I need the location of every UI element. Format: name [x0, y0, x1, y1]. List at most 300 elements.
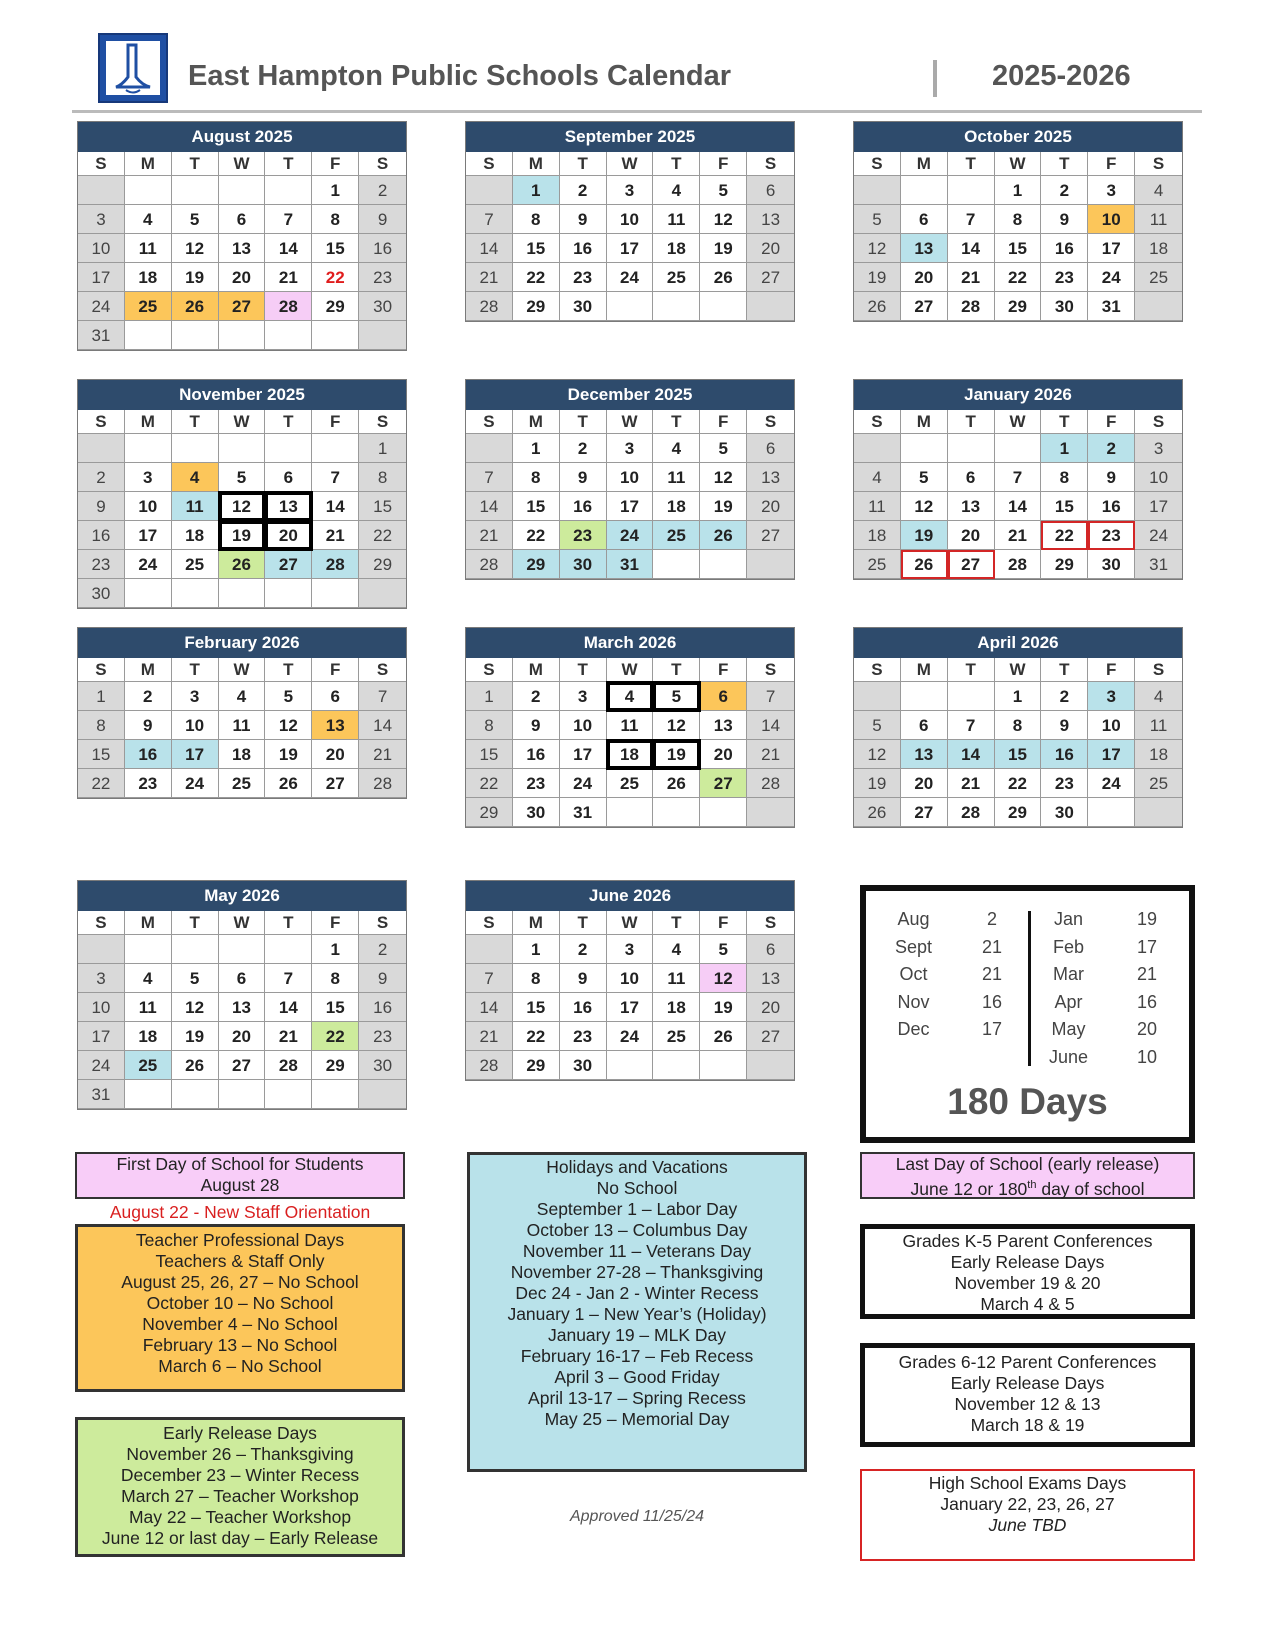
calendar-day: 9 — [560, 964, 607, 993]
weekday-label: W — [607, 410, 654, 434]
weekday-label: F — [1088, 410, 1135, 434]
calendar-day: 28 — [995, 550, 1042, 579]
calendar-day: 13 — [219, 234, 266, 263]
calendar-day: 27 — [948, 550, 995, 579]
calendar-day: 5 — [700, 434, 747, 463]
weekday-label: T — [172, 911, 219, 935]
calendar-day: 11 — [854, 492, 901, 521]
calendar-day: 27 — [312, 769, 359, 798]
calendar-day: 13 — [747, 205, 794, 234]
calendar-empty-cell — [607, 1051, 654, 1080]
calendar-empty-cell — [359, 321, 406, 350]
calendar-empty-cell — [125, 1080, 172, 1109]
calendar-day: 2 — [560, 434, 607, 463]
calendar-day: 29 — [1041, 550, 1088, 579]
calendar-day: 21 — [466, 1022, 513, 1051]
weekday-label: T — [1041, 658, 1088, 682]
key-line: Grades 6-12 Parent Conferences — [898, 1352, 1157, 1372]
calendar-day: 20 — [747, 993, 794, 1022]
calendar-day: 16 — [560, 492, 607, 521]
calendar-day: 22 — [312, 263, 359, 292]
calendar-day: 19 — [700, 234, 747, 263]
weekday-label: T — [560, 658, 607, 682]
day-count-row: Feb 17 — [1052, 936, 1158, 957]
calendar-day: 15 — [995, 740, 1042, 769]
calendar-day: 2 — [1041, 176, 1088, 205]
calendar-day: 13 — [747, 964, 794, 993]
calendar-day: 5 — [901, 463, 948, 492]
calendar-day: 26 — [265, 769, 312, 798]
calendar-empty-cell — [219, 434, 266, 463]
calendar-day: 14 — [466, 993, 513, 1022]
month-november-2025 — [77, 379, 407, 609]
calendar-day: 4 — [172, 463, 219, 492]
school-year: 2025-2026 — [992, 60, 1131, 92]
calendar-day: 12 — [700, 205, 747, 234]
approval-note: Approved 11/25/24 — [569, 1508, 705, 1525]
weekday-label: S — [466, 658, 513, 682]
key-line: First Day of School for Students — [116, 1154, 364, 1174]
calendar-empty-cell — [219, 1080, 266, 1109]
key-line: Early Release Days — [163, 1423, 317, 1443]
calendar-day: 10 — [125, 492, 172, 521]
key-line: No School — [596, 1178, 678, 1198]
calendar-day: 28 — [359, 769, 406, 798]
key-line: June TBD — [988, 1515, 1067, 1535]
calendar-day: 23 — [1041, 769, 1088, 798]
calendar-day: 20 — [312, 740, 359, 769]
month-title: April 2026 — [854, 628, 1182, 658]
calendar-empty-cell — [78, 176, 125, 205]
calendar-day: 8 — [359, 463, 406, 492]
calendar-day: 28 — [948, 292, 995, 321]
calendar-day: 5 — [700, 176, 747, 205]
calendar-day: 21 — [948, 263, 995, 292]
calendar-day: 30 — [513, 798, 560, 827]
calendar-day: 10 — [78, 234, 125, 263]
calendar-day: 1 — [312, 176, 359, 205]
calendar-day: 29 — [995, 798, 1042, 827]
calendar-day: 22 — [513, 1022, 560, 1051]
calendar-day: 22 — [466, 769, 513, 798]
calendar-day: 3 — [560, 682, 607, 711]
weekday-label: M — [901, 658, 948, 682]
calendar-day: 21 — [466, 263, 513, 292]
key-holidays-vacations — [467, 1152, 807, 1472]
weekday-label: T — [560, 410, 607, 434]
weekday-label: T — [653, 410, 700, 434]
day-count-row: June 10 — [1048, 1046, 1158, 1067]
calendar-empty-cell — [700, 550, 747, 579]
calendar-empty-cell — [854, 682, 901, 711]
calendar-day: 11 — [607, 711, 654, 740]
calendar-day: 25 — [653, 521, 700, 550]
key-6-12-conferences — [860, 1343, 1195, 1447]
calendar-day: 13 — [312, 711, 359, 740]
calendar-day: 24 — [125, 550, 172, 579]
calendar-day: 2 — [78, 463, 125, 492]
weekday-label: F — [312, 152, 359, 176]
calendar-day: 1 — [513, 434, 560, 463]
month-title: June 2026 — [466, 881, 794, 911]
weekday-label: S — [359, 911, 406, 935]
calendar-day: 23 — [513, 769, 560, 798]
calendar-empty-cell — [747, 292, 794, 321]
month-april-2026 — [853, 627, 1183, 828]
calendar-day: 23 — [1041, 263, 1088, 292]
calendar-day: 30 — [560, 292, 607, 321]
month-august-2025 — [77, 121, 407, 351]
weekday-label: F — [700, 152, 747, 176]
calendar-day: 30 — [1041, 798, 1088, 827]
calendar-empty-cell — [653, 1051, 700, 1080]
calendar-day: 14 — [312, 492, 359, 521]
calendar-day: 10 — [1088, 711, 1135, 740]
calendar-day: 29 — [312, 1051, 359, 1080]
calendar-empty-cell — [125, 434, 172, 463]
calendar-day: 5 — [854, 711, 901, 740]
weekday-label: M — [513, 658, 560, 682]
calendar-day: 27 — [747, 1022, 794, 1051]
weekday-label: F — [312, 410, 359, 434]
weekday-label: M — [125, 911, 172, 935]
weekday-label: S — [1135, 410, 1182, 434]
calendar-day: 27 — [901, 292, 948, 321]
calendar-day: 20 — [700, 740, 747, 769]
key-line: August 25, 26, 27 – No School — [121, 1272, 359, 1292]
day-count-row: Nov 16 — [897, 991, 1003, 1012]
calendar-day: 16 — [1088, 492, 1135, 521]
weekday-label: T — [172, 410, 219, 434]
weekday-label: M — [513, 410, 560, 434]
calendar-empty-cell — [607, 292, 654, 321]
weekday-label: W — [995, 410, 1042, 434]
weekday-label: M — [901, 152, 948, 176]
calendar-empty-cell — [219, 321, 266, 350]
calendar-day: 17 — [1088, 740, 1135, 769]
weekday-label: T — [948, 410, 995, 434]
weekday-label: W — [607, 152, 654, 176]
calendar-day: 26 — [700, 1022, 747, 1051]
weekday-label: T — [265, 658, 312, 682]
calendar-day: 4 — [653, 176, 700, 205]
calendar-day: 17 — [607, 234, 654, 263]
calendar-day: 23 — [1088, 521, 1135, 550]
calendar-day: 6 — [948, 463, 995, 492]
calendar-day: 20 — [901, 263, 948, 292]
weekday-label: F — [312, 658, 359, 682]
calendar-empty-cell — [172, 1080, 219, 1109]
weekday-label: W — [995, 658, 1042, 682]
key-line: High School Exams Days — [928, 1473, 1127, 1493]
calendar-day: 31 — [560, 798, 607, 827]
calendar-empty-cell — [125, 176, 172, 205]
key-line: November 11 – Veterans Day — [522, 1241, 752, 1261]
liberty-bell-logo-icon — [98, 33, 168, 103]
calendar-day: 23 — [560, 263, 607, 292]
days-divider — [1028, 911, 1031, 1066]
calendar-day: 13 — [901, 740, 948, 769]
calendar-day: 29 — [359, 550, 406, 579]
calendar-day: 9 — [125, 711, 172, 740]
calendar-day: 9 — [560, 463, 607, 492]
weekday-label: S — [747, 658, 794, 682]
calendar-empty-cell — [653, 292, 700, 321]
key-line: Teacher Professional Days — [135, 1230, 345, 1250]
calendar-empty-cell — [747, 798, 794, 827]
calendar-empty-cell — [700, 292, 747, 321]
weekday-label: W — [219, 410, 266, 434]
calendar-day: 21 — [995, 521, 1042, 550]
calendar-day: 28 — [747, 769, 794, 798]
calendar-day: 3 — [1088, 176, 1135, 205]
calendar-day: 26 — [700, 263, 747, 292]
weekday-label: S — [359, 410, 406, 434]
calendar-day: 25 — [1135, 263, 1182, 292]
calendar-day: 25 — [172, 550, 219, 579]
key-teacher-professional-days — [75, 1224, 405, 1392]
calendar-day: 7 — [466, 964, 513, 993]
calendar-day: 30 — [1041, 292, 1088, 321]
calendar-day: 4 — [607, 682, 654, 711]
calendar-day: 12 — [901, 492, 948, 521]
calendar-day: 3 — [607, 434, 654, 463]
calendar-empty-cell — [172, 321, 219, 350]
weekday-label: F — [1088, 152, 1135, 176]
calendar-day: 8 — [513, 205, 560, 234]
calendar-empty-cell — [901, 176, 948, 205]
key-line: Early Release Days — [950, 1252, 1105, 1272]
calendar-day: 9 — [1088, 463, 1135, 492]
calendar-day: 3 — [607, 176, 654, 205]
calendar-day: 8 — [995, 205, 1042, 234]
calendar-day: 1 — [359, 434, 406, 463]
weekday-label: T — [653, 658, 700, 682]
header-rule — [72, 110, 1202, 113]
key-line: January 1 – New Year’s (Holiday) — [507, 1304, 767, 1324]
calendar-day: 7 — [747, 682, 794, 711]
weekday-label: T — [653, 911, 700, 935]
calendar-day: 27 — [901, 798, 948, 827]
calendar-day: 20 — [747, 492, 794, 521]
calendar-day: 16 — [1041, 234, 1088, 263]
calendar-day: 18 — [1135, 234, 1182, 263]
calendar-empty-cell — [172, 579, 219, 608]
weekday-label: W — [607, 911, 654, 935]
weekday-label: T — [172, 152, 219, 176]
calendar-empty-cell — [747, 550, 794, 579]
calendar-day: 18 — [607, 740, 654, 769]
calendar-empty-cell — [312, 1080, 359, 1109]
calendar-empty-cell — [1135, 798, 1182, 827]
weekday-label: W — [995, 152, 1042, 176]
weekday-label: T — [172, 658, 219, 682]
calendar-day: 23 — [359, 263, 406, 292]
calendar-day: 3 — [78, 964, 125, 993]
month-title: September 2025 — [466, 122, 794, 152]
day-count-row: Mar 21 — [1053, 964, 1158, 984]
calendar-empty-cell — [901, 434, 948, 463]
calendar-day: 7 — [265, 964, 312, 993]
calendar-day: 16 — [125, 740, 172, 769]
calendar-day: 14 — [747, 711, 794, 740]
calendar-day: 26 — [172, 292, 219, 321]
weekday-label: T — [948, 658, 995, 682]
calendar-day: 4 — [1135, 176, 1182, 205]
key-line-text: June 12 or 180 — [910, 1178, 1028, 1199]
month-march-2026 — [465, 627, 795, 828]
calendar-day: 15 — [312, 234, 359, 263]
calendar-empty-cell — [948, 176, 995, 205]
calendar-day: 26 — [172, 1051, 219, 1080]
calendar-empty-cell — [700, 798, 747, 827]
calendar-day: 7 — [312, 463, 359, 492]
calendar-day: 28 — [948, 798, 995, 827]
calendar-day: 4 — [1135, 682, 1182, 711]
calendar-day: 1 — [513, 935, 560, 964]
calendar-day: 5 — [219, 463, 266, 492]
calendar-day: 25 — [125, 292, 172, 321]
calendar-day: 28 — [312, 550, 359, 579]
calendar-empty-cell — [359, 1080, 406, 1109]
calendar-day: 6 — [901, 205, 948, 234]
weekday-label: M — [125, 658, 172, 682]
calendar-day: 29 — [513, 292, 560, 321]
weekday-label: M — [901, 410, 948, 434]
month-december-2025 — [465, 379, 795, 580]
calendar-day: 29 — [312, 292, 359, 321]
calendar-day: 21 — [948, 769, 995, 798]
calendar-day: 19 — [700, 492, 747, 521]
calendar-day: 24 — [1135, 521, 1182, 550]
calendar-day: 4 — [854, 463, 901, 492]
calendar-day: 21 — [466, 521, 513, 550]
calendar-day: 6 — [265, 463, 312, 492]
calendar-day: 1 — [995, 176, 1042, 205]
weekday-label: T — [560, 152, 607, 176]
calendar-day: 4 — [219, 682, 266, 711]
key-line: August 28 — [200, 1175, 280, 1195]
calendar-day: 15 — [466, 740, 513, 769]
calendar-day: 21 — [747, 740, 794, 769]
key-line: May 22 – Teacher Workshop — [128, 1507, 352, 1527]
calendar-day: 28 — [466, 1051, 513, 1080]
weekday-label: T — [1041, 152, 1088, 176]
calendar-day: 8 — [513, 463, 560, 492]
calendar-empty-cell — [265, 579, 312, 608]
calendar-day: 27 — [219, 1051, 266, 1080]
calendar-empty-cell — [219, 176, 266, 205]
day-count-row: Apr 16 — [1054, 991, 1158, 1012]
calendar-day: 4 — [653, 434, 700, 463]
calendar-day: 2 — [1088, 434, 1135, 463]
key-line: December 23 – Winter Recess — [120, 1465, 360, 1485]
calendar-day: 23 — [359, 1022, 406, 1051]
calendar-day: 10 — [560, 711, 607, 740]
day-count-row: May 20 — [1051, 1019, 1158, 1039]
calendar-empty-cell — [653, 798, 700, 827]
calendar-day: 17 — [607, 492, 654, 521]
calendar-day: 15 — [359, 492, 406, 521]
calendar-empty-cell — [172, 176, 219, 205]
day-counts-spring — [1041, 909, 1166, 1074]
calendar-day: 17 — [1088, 234, 1135, 263]
calendar-empty-cell — [995, 434, 1042, 463]
calendar-day: 19 — [172, 1022, 219, 1051]
weekday-label: T — [1041, 410, 1088, 434]
calendar-day: 31 — [78, 1080, 125, 1109]
weekday-label: S — [78, 152, 125, 176]
calendar-day: 24 — [1088, 769, 1135, 798]
calendar-day: 31 — [1088, 292, 1135, 321]
day-counts-fall — [886, 909, 1011, 1047]
calendar-empty-cell — [854, 176, 901, 205]
calendar-day: 29 — [513, 1051, 560, 1080]
calendar-day: 22 — [995, 769, 1042, 798]
calendar-day: 26 — [854, 798, 901, 827]
calendar-day: 24 — [78, 292, 125, 321]
calendar-day: 16 — [1041, 740, 1088, 769]
weekday-label: S — [78, 658, 125, 682]
month-october-2025 — [853, 121, 1183, 322]
calendar-day: 9 — [1041, 711, 1088, 740]
calendar-day: 22 — [312, 1022, 359, 1051]
key-line: Early Release Days — [950, 1373, 1105, 1393]
calendar-day: 15 — [513, 492, 560, 521]
calendar-day: 11 — [653, 463, 700, 492]
calendar-day: 16 — [513, 740, 560, 769]
weekday-label: S — [1135, 658, 1182, 682]
weekday-label: F — [312, 911, 359, 935]
calendar-day: 30 — [359, 1051, 406, 1080]
calendar-day: 1 — [78, 682, 125, 711]
key-early-release-days — [75, 1417, 405, 1557]
calendar-day: 5 — [653, 682, 700, 711]
calendar-day: 17 — [1135, 492, 1182, 521]
calendar-day: 27 — [747, 263, 794, 292]
calendar-day: 7 — [948, 205, 995, 234]
calendar-day: 8 — [995, 711, 1042, 740]
weekday-label: T — [560, 911, 607, 935]
calendar-day: 8 — [78, 711, 125, 740]
month-february-2026 — [77, 627, 407, 799]
weekday-label: W — [219, 911, 266, 935]
calendar-empty-cell — [466, 176, 513, 205]
calendar-day: 7 — [948, 711, 995, 740]
calendar-day: 18 — [125, 263, 172, 292]
weekday-label: M — [125, 152, 172, 176]
calendar-empty-cell — [125, 579, 172, 608]
calendar-day: 27 — [265, 550, 312, 579]
title-divider — [933, 60, 937, 97]
weekday-label: S — [747, 410, 794, 434]
weekday-label: F — [700, 410, 747, 434]
calendar-day: 9 — [513, 711, 560, 740]
weekday-label: F — [700, 658, 747, 682]
month-may-2026 — [77, 880, 407, 1110]
weekday-label: T — [265, 911, 312, 935]
calendar-day: 22 — [78, 769, 125, 798]
calendar-day: 29 — [995, 292, 1042, 321]
calendar-day: 5 — [854, 205, 901, 234]
calendar-day: 15 — [78, 740, 125, 769]
calendar-day: 11 — [219, 711, 266, 740]
calendar-day: 22 — [1041, 521, 1088, 550]
calendar-day: 23 — [78, 550, 125, 579]
calendar-day: 11 — [653, 964, 700, 993]
calendar-day: 11 — [1135, 205, 1182, 234]
calendar-day: 12 — [700, 964, 747, 993]
